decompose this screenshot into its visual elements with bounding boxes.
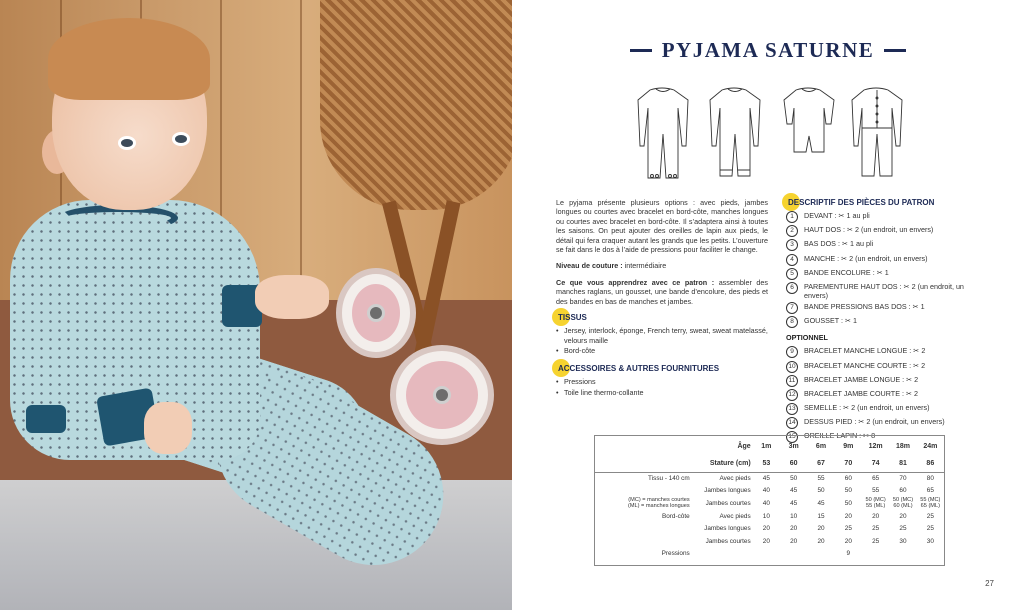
size-header: 3m bbox=[788, 442, 799, 450]
table-cell: 50 bbox=[844, 487, 852, 495]
stature-row bbox=[595, 456, 944, 472]
table-cell: 25 bbox=[926, 512, 934, 520]
piece-label: BRACELET MANCHE COURTE : ✂ 2 bbox=[804, 360, 926, 370]
piece-number-badge: 1 bbox=[786, 211, 798, 223]
size-header: 18m bbox=[895, 442, 910, 450]
table-cell: 20 bbox=[790, 525, 798, 533]
piece-label: SEMELLE : ✂ 2 (un endroit, un envers) bbox=[804, 403, 930, 413]
piece-number-badge: 15 bbox=[786, 431, 798, 443]
row-group-label: Tissu - 140 cm bbox=[648, 475, 690, 482]
table-cell: 20 bbox=[872, 512, 880, 520]
table-cell: 55 (MC) 65 (ML) bbox=[920, 497, 941, 510]
table-cell bbox=[889, 547, 916, 560]
piece-label: BRACELET MANCHE LONGUE : ✂ 2 bbox=[804, 346, 926, 356]
row-sub-label: Jambes longues bbox=[704, 525, 751, 533]
baby-eye bbox=[172, 132, 190, 146]
stature-value: 60 bbox=[780, 456, 807, 472]
table-cell: 45 bbox=[790, 499, 798, 507]
table-row bbox=[595, 472, 944, 485]
description-column bbox=[556, 198, 768, 405]
level-label: Niveau de couture : bbox=[556, 261, 623, 271]
learn-line bbox=[556, 278, 768, 306]
technical-drawings bbox=[630, 84, 910, 184]
table-cell bbox=[807, 547, 834, 560]
waist-band bbox=[26, 405, 66, 433]
table-cell: 45 bbox=[817, 499, 825, 507]
optional-heading: OPTIONNEL bbox=[786, 333, 828, 343]
table-cell: 30 bbox=[899, 537, 907, 545]
piece-number-badge: 8 bbox=[786, 316, 798, 328]
table-row bbox=[595, 510, 944, 523]
table-cell: 60 bbox=[844, 475, 852, 482]
table-row bbox=[595, 497, 944, 510]
learn-label: Ce que vous apprendrez avec ce patron : bbox=[556, 277, 715, 287]
baby-hand bbox=[144, 402, 192, 454]
table-cell: 70 bbox=[899, 475, 907, 482]
table-cell: 65 bbox=[872, 475, 880, 482]
table-cell: 50 bbox=[844, 499, 852, 507]
stature-value: 86 bbox=[917, 456, 944, 472]
piece-item bbox=[786, 316, 986, 328]
title-row bbox=[512, 38, 1024, 63]
age-label: Âge bbox=[737, 442, 751, 450]
table-cell: 50 (MC) 55 (ML) bbox=[865, 497, 886, 510]
piece-number-badge: 10 bbox=[786, 361, 798, 373]
sketch-with-feet bbox=[638, 88, 688, 178]
descriptif-heading: DESCRIPTIF DES PIÈCES DU PATRON bbox=[786, 198, 986, 207]
piece-label: MANCHE : ✂ 2 (un endroit, un envers) bbox=[804, 253, 928, 263]
table-cell: 45 bbox=[790, 487, 798, 495]
table-cell bbox=[595, 436, 692, 456]
table-cell: 25 bbox=[872, 525, 880, 533]
table-cell bbox=[917, 547, 944, 560]
piece-item bbox=[786, 268, 986, 280]
table-cell: 20 bbox=[844, 537, 852, 545]
table-cell: 55 bbox=[817, 475, 825, 482]
piece-number-badge: 4 bbox=[786, 254, 798, 266]
piece-item bbox=[786, 211, 986, 223]
stature-value: 81 bbox=[889, 456, 916, 472]
piece-label: OREILLE LAPIN : ✂ 8 bbox=[804, 431, 876, 441]
pieces-list bbox=[786, 211, 986, 328]
fabric-quantity-table bbox=[594, 435, 945, 566]
table-cell: 50 bbox=[817, 487, 825, 495]
table-cell: 50 (MC) 60 (ML) bbox=[892, 497, 914, 510]
stature-value: 67 bbox=[807, 456, 834, 472]
piece-item bbox=[786, 282, 986, 300]
piece-label: BAS DOS : ✂ 1 au pli bbox=[804, 239, 874, 249]
piece-label: HAUT DOS : ✂ 2 (un endroit, un envers) bbox=[804, 225, 934, 235]
tissus-heading: TISSUS bbox=[556, 313, 768, 322]
table-cell: 45 bbox=[762, 475, 770, 482]
piece-item bbox=[786, 346, 986, 358]
stature-value: 70 bbox=[835, 456, 862, 472]
table-cell: 10 bbox=[790, 512, 798, 520]
cradle-wheel bbox=[336, 268, 416, 358]
table-cell: 20 bbox=[817, 525, 825, 533]
table-cell: 25 bbox=[844, 525, 852, 533]
row-sub-label: Jambes longues bbox=[704, 487, 751, 495]
level-value: intermédiaire bbox=[624, 261, 667, 271]
learn-value: assembler des manches raglans, un gousset, une bande d’encolure, des pieds et des bandes en bas de manches et jambes. bbox=[556, 277, 768, 306]
piece-label: BRACELET JAMBE LONGUE : ✂ 2 bbox=[804, 374, 919, 384]
row-group-label: (MC) = manches courtes (ML) = manches longues bbox=[627, 497, 690, 510]
table-cell: 25 bbox=[926, 525, 934, 533]
piece-number-badge: 12 bbox=[786, 389, 798, 401]
level-line bbox=[556, 261, 768, 270]
table-cell: 80 bbox=[926, 475, 934, 482]
stature-value: 53 bbox=[753, 456, 780, 472]
table-cell: 20 bbox=[762, 525, 770, 533]
piece-number-badge: 6 bbox=[786, 282, 798, 294]
baby-eye bbox=[118, 136, 136, 150]
table-cell bbox=[780, 547, 807, 560]
piece-label: BANDE PRESSIONS BAS DOS : ✂ 1 bbox=[804, 302, 925, 312]
row-sub-label: Avec pieds bbox=[719, 512, 751, 520]
piece-item bbox=[786, 254, 986, 266]
table-cell: 20 bbox=[844, 512, 852, 520]
piece-item bbox=[786, 225, 986, 237]
piece-number-badge: 2 bbox=[786, 225, 798, 237]
title-dash bbox=[884, 49, 906, 52]
baby-hand bbox=[255, 275, 329, 319]
title-dash bbox=[630, 49, 652, 52]
table-cell: 9 bbox=[846, 550, 851, 558]
accessoires-list bbox=[556, 377, 768, 397]
optional-pieces-list bbox=[786, 346, 986, 443]
table-cell bbox=[595, 456, 692, 472]
sketch-short bbox=[784, 88, 834, 152]
page-title: PYJAMA SATURNE bbox=[661, 38, 875, 62]
piece-item bbox=[786, 302, 986, 314]
page-number: 27 bbox=[985, 579, 994, 588]
age-row bbox=[595, 436, 944, 456]
table-row bbox=[595, 522, 944, 535]
piece-item bbox=[786, 361, 986, 373]
piece-number-badge: 9 bbox=[786, 346, 798, 358]
table-cell: 65 bbox=[926, 487, 934, 495]
piece-number-badge: 7 bbox=[786, 302, 798, 314]
size-header: 12m bbox=[868, 442, 883, 450]
piece-item bbox=[786, 375, 986, 387]
table-cell: 60 bbox=[899, 487, 907, 495]
table-row bbox=[595, 535, 944, 548]
row-group-label bbox=[595, 535, 692, 548]
table-cell: 50 bbox=[790, 475, 798, 482]
tissus-list bbox=[556, 326, 768, 355]
sketch-long-legs bbox=[710, 88, 760, 176]
piece-item bbox=[786, 403, 986, 415]
piece-number-badge: 13 bbox=[786, 403, 798, 415]
pattern-page bbox=[512, 0, 1024, 610]
wicker-cradle bbox=[320, 0, 512, 210]
row-group-label: Pressions bbox=[661, 550, 690, 558]
pieces-column bbox=[786, 198, 986, 446]
list-item: • Pressions bbox=[556, 377, 768, 386]
piece-item bbox=[786, 239, 986, 251]
size-header: 1m bbox=[761, 442, 772, 450]
stature-value: 74 bbox=[862, 456, 889, 472]
table-cell: 15 bbox=[817, 512, 825, 520]
table-cell: 20 bbox=[899, 512, 907, 520]
size-header: 24m bbox=[923, 442, 938, 450]
table-cell: 40 bbox=[762, 499, 770, 507]
piece-label: DEVANT : ✂ 1 au pli bbox=[804, 211, 870, 220]
table-cell bbox=[753, 547, 780, 560]
list-item: • Jersey, interlock, éponge, French terry, sweat, sweat matelassé, velours maille bbox=[556, 326, 768, 345]
table-cell: 10 bbox=[762, 512, 770, 520]
row-group-label bbox=[595, 522, 692, 535]
piece-item bbox=[786, 417, 986, 429]
table-cell: 25 bbox=[899, 525, 907, 533]
list-item: • Toile line thermo-collante bbox=[556, 388, 768, 397]
piece-label: GOUSSET : ✂ 1 bbox=[804, 316, 858, 326]
table-cell: 30 bbox=[926, 537, 934, 545]
row-sub-label bbox=[692, 547, 753, 560]
piece-number-badge: 3 bbox=[786, 239, 798, 251]
row-group-label: Bord-côte bbox=[661, 512, 690, 520]
table-cell bbox=[862, 547, 889, 560]
table-cell: 20 bbox=[790, 537, 798, 545]
piece-number-badge: 11 bbox=[786, 375, 798, 387]
size-header: 9m bbox=[843, 442, 854, 450]
size-header: 6m bbox=[815, 442, 827, 450]
table-row bbox=[595, 547, 944, 560]
piece-label: DESSUS PIED : ✂ 2 (un endroit, un envers) bbox=[804, 417, 945, 427]
sketch-back bbox=[852, 88, 902, 176]
table-cell: 25 bbox=[872, 537, 880, 545]
piece-item bbox=[786, 389, 986, 401]
stature-label: Stature (cm) bbox=[692, 456, 753, 472]
table-row bbox=[595, 485, 944, 498]
piece-number-badge: 14 bbox=[786, 417, 798, 429]
piece-label: BANDE ENCOLURE : ✂ 1 bbox=[804, 267, 889, 277]
accessoires-heading: ACCESSOIRES & AUTRES FOURNITURES bbox=[556, 364, 768, 373]
table-cell: 20 bbox=[762, 537, 770, 545]
intro-text: Le pyjama présente plusieurs options : avec pieds, jambes longues ou courtes avec bracelet en bord-côte, manches longues ou courtes avec bracelet en bord-côte. Il s’adaptera ainsi à toutes les saisons. On peut ajouter des oreilles de lapin aux pieds, le détail qui fera craquer autant les grands que les petits. L’ouverture se fait dans le dos à l’aide de pressions pour faciliter le change. bbox=[556, 198, 768, 255]
piece-label: BRACELET JAMBE COURTE : ✂ 2 bbox=[804, 388, 918, 398]
table-cell: 55 bbox=[872, 487, 880, 495]
table-cell: 20 bbox=[817, 537, 825, 545]
piece-number-badge: 5 bbox=[786, 268, 798, 280]
piece-label: PAREMENTURE HAUT DOS : ✂ 2 (un endroit, un envers) bbox=[804, 281, 964, 300]
row-group-label bbox=[595, 485, 692, 498]
row-sub-label: Avec pieds bbox=[719, 475, 751, 482]
row-sub-label: Jambes courtes bbox=[705, 537, 751, 545]
baby-hair bbox=[48, 18, 210, 100]
cradle-wheel bbox=[390, 345, 494, 445]
list-item: • Bord-côte bbox=[556, 346, 768, 355]
row-sub-label: Jambes courtes bbox=[705, 499, 751, 507]
table-cell: 40 bbox=[762, 487, 770, 495]
